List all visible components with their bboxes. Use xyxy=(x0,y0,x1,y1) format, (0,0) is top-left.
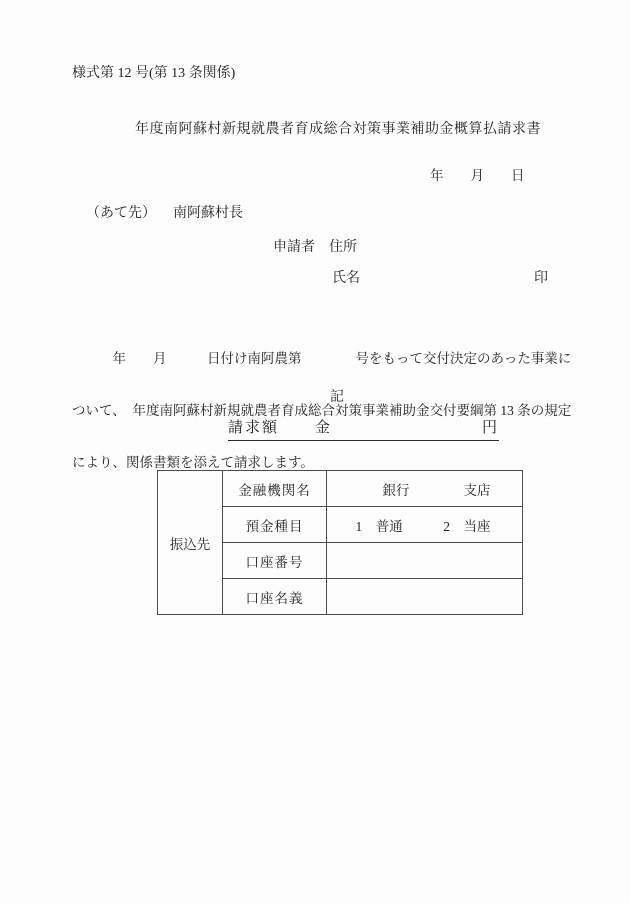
addressee-prefix: （あて先） xyxy=(86,206,156,221)
addressee-name: 南阿蘇村長 xyxy=(173,206,243,221)
section-marker: 記 xyxy=(330,390,344,405)
table-value-account-number xyxy=(327,543,523,579)
table-label-account-number: 口座番号 xyxy=(223,543,327,579)
applicant-line xyxy=(273,236,357,256)
date-line: 年 月 日 xyxy=(430,168,525,183)
bank-transfer-table xyxy=(157,470,523,615)
amount-currency-prefix: 金 xyxy=(315,420,333,436)
amount-line xyxy=(228,416,499,441)
table-value-account-type: 1 普通 2 当座 xyxy=(327,507,523,543)
seal-label: 印 xyxy=(534,271,548,286)
table-row xyxy=(158,471,523,507)
amount-currency-suffix: 円 xyxy=(482,420,500,436)
name-line xyxy=(332,267,548,287)
table-header-transfer-destination: 振込先 xyxy=(158,471,223,615)
table-value-account-holder xyxy=(327,579,523,615)
table-label-account-type: 預金種目 xyxy=(223,507,327,543)
body-line-2: ついて、 年度南阿蘇村新規就農者育成総合対策事業補助金交付要綱第 13 条の規定 xyxy=(72,403,572,418)
table-label-bank-name: 金融機関名 xyxy=(223,471,327,507)
table-value-bank-name: 銀行 支店 xyxy=(327,471,523,507)
form-number: 様式第 12 号(第 13 条関係) xyxy=(72,66,236,81)
body-line-1: 年 月 日付け南阿農第 号をもって交付決定のあった事業に xyxy=(72,351,572,366)
table-label-account-holder: 口座名義 xyxy=(223,579,327,615)
addressee-line xyxy=(86,202,243,222)
amount-label: 請求額 xyxy=(228,420,280,436)
body-line-3: により、関係書類を添えて請求します。 xyxy=(72,455,314,470)
name-label: 氏名 xyxy=(332,271,360,286)
address-label: 住所 xyxy=(329,240,357,255)
applicant-label: 申請者 xyxy=(273,240,315,255)
document-title: 年度南阿蘇村新規就農者育成総合対策事業補助金概算払請求書 xyxy=(135,122,541,137)
